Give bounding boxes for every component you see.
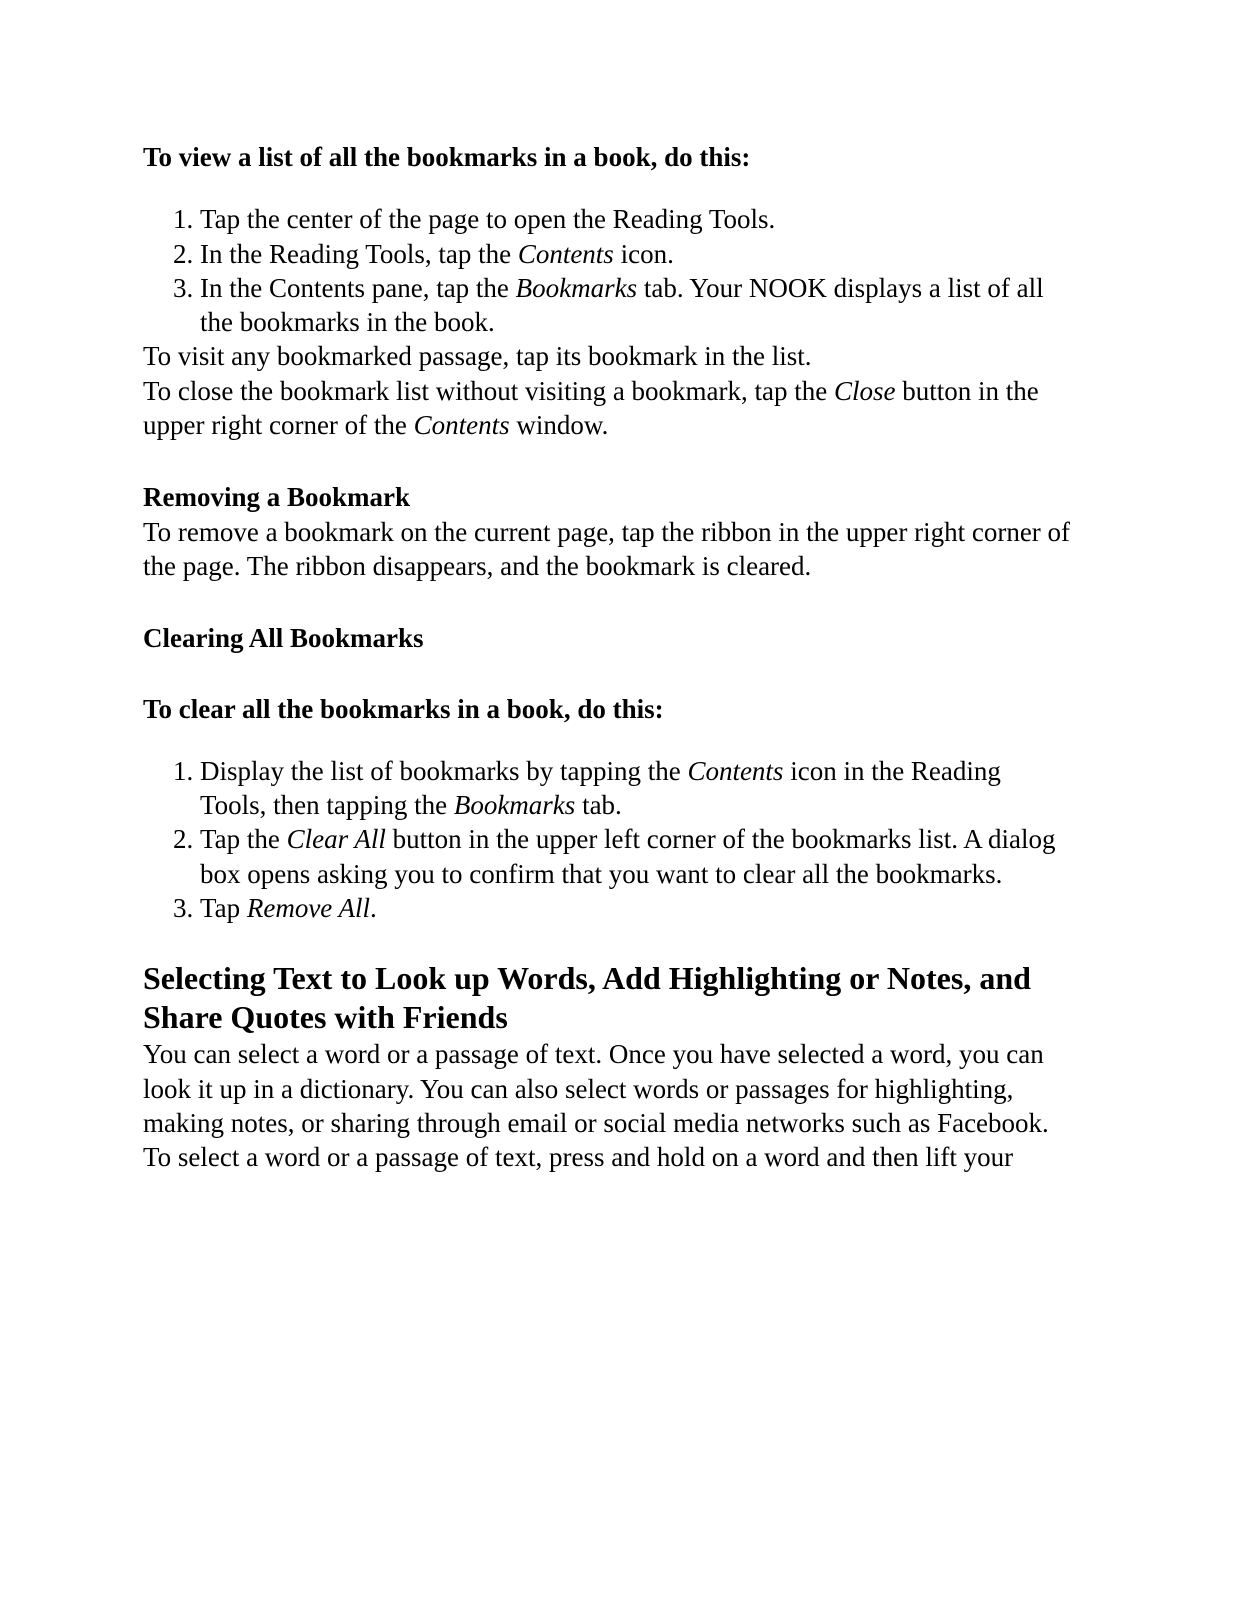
list-item xyxy=(200,754,1073,823)
step-text: Display the list of bookmarks by tapping the xyxy=(200,755,688,786)
list-item xyxy=(200,891,1073,925)
list-item xyxy=(200,202,1073,236)
select-word-paragraph: To select a word or a passage of text, press and hold on a word and then lift your xyxy=(143,1142,1014,1173)
step-text: . xyxy=(370,893,377,924)
list-item xyxy=(200,822,1073,891)
step-text: icon. xyxy=(613,238,674,269)
paragraph-text: button in the upper right corner of the xyxy=(143,375,1039,441)
step-text: icon in the Reading Tools, then tapping the xyxy=(200,755,1001,821)
step-emphasis: Contents xyxy=(687,755,784,786)
document-page xyxy=(143,140,1073,1175)
step-text: In the Reading Tools, tap the xyxy=(200,238,518,269)
visit-bookmark-paragraph: To visit any bookmarked passage, tap its bookmark in the list. xyxy=(143,341,812,372)
step-emphasis: Bookmarks xyxy=(515,272,638,303)
step-text: Tap the xyxy=(200,824,287,855)
step-text: In the Contents pane, tap the xyxy=(200,272,516,303)
step-emphasis: Contents xyxy=(517,238,614,269)
paragraph-emphasis: Close xyxy=(834,375,896,406)
paragraph-text: To close the bookmark list without visiting a bookmark, tap the xyxy=(143,375,835,406)
step-text: Tap the center of the page to open the Reading Tools. xyxy=(200,204,776,235)
clearing-bookmarks-heading: Clearing All Bookmarks xyxy=(143,623,424,654)
clear-bookmarks-steps xyxy=(143,754,1073,925)
removing-bookmark-heading: Removing a Bookmark xyxy=(143,482,411,513)
view-bookmarks-heading: To view a list of all the bookmarks in a book, do this: xyxy=(143,142,751,172)
close-bookmark-paragraph xyxy=(143,374,1073,443)
step-emphasis: Bookmarks xyxy=(453,790,576,821)
paragraph-emphasis: Contents xyxy=(413,410,510,441)
clear-bookmarks-subheading: To clear all the bookmarks in a book, do this: xyxy=(143,693,664,724)
step-emphasis: Clear All xyxy=(286,824,386,855)
selecting-text-paragraph: You can select a word or a passage of text. Once you have selected a word, you can look it up in a dictionary. You can also select words or passages for highlighting, making notes, or sharing through email or social media networks such as Facebook. xyxy=(143,1039,1049,1138)
step-text: tab. Your NOOK displays a list of all the bookmarks in the book. xyxy=(200,272,1044,338)
step-text: tab. xyxy=(575,790,622,821)
list-item xyxy=(200,237,1073,271)
view-bookmarks-steps xyxy=(143,202,1073,339)
list-item xyxy=(200,271,1073,340)
selecting-text-heading: Selecting Text to Look up Words, Add Highlighting or Notes, and Share Quotes with Friends xyxy=(143,960,1031,1036)
step-emphasis: Remove All xyxy=(246,893,371,924)
step-text: Tap xyxy=(200,893,247,924)
removing-bookmark-paragraph: To remove a bookmark on the current page, tap the ribbon in the upper right corner of the page. The ribbon disappears, and the bookmark is cleared. xyxy=(143,516,1071,581)
paragraph-text: window. xyxy=(509,410,609,441)
step-text: button in the upper left corner of the bookmarks list. A dialog box opens asking you to confirm that you want to clear all the bookmarks. xyxy=(200,824,1056,889)
